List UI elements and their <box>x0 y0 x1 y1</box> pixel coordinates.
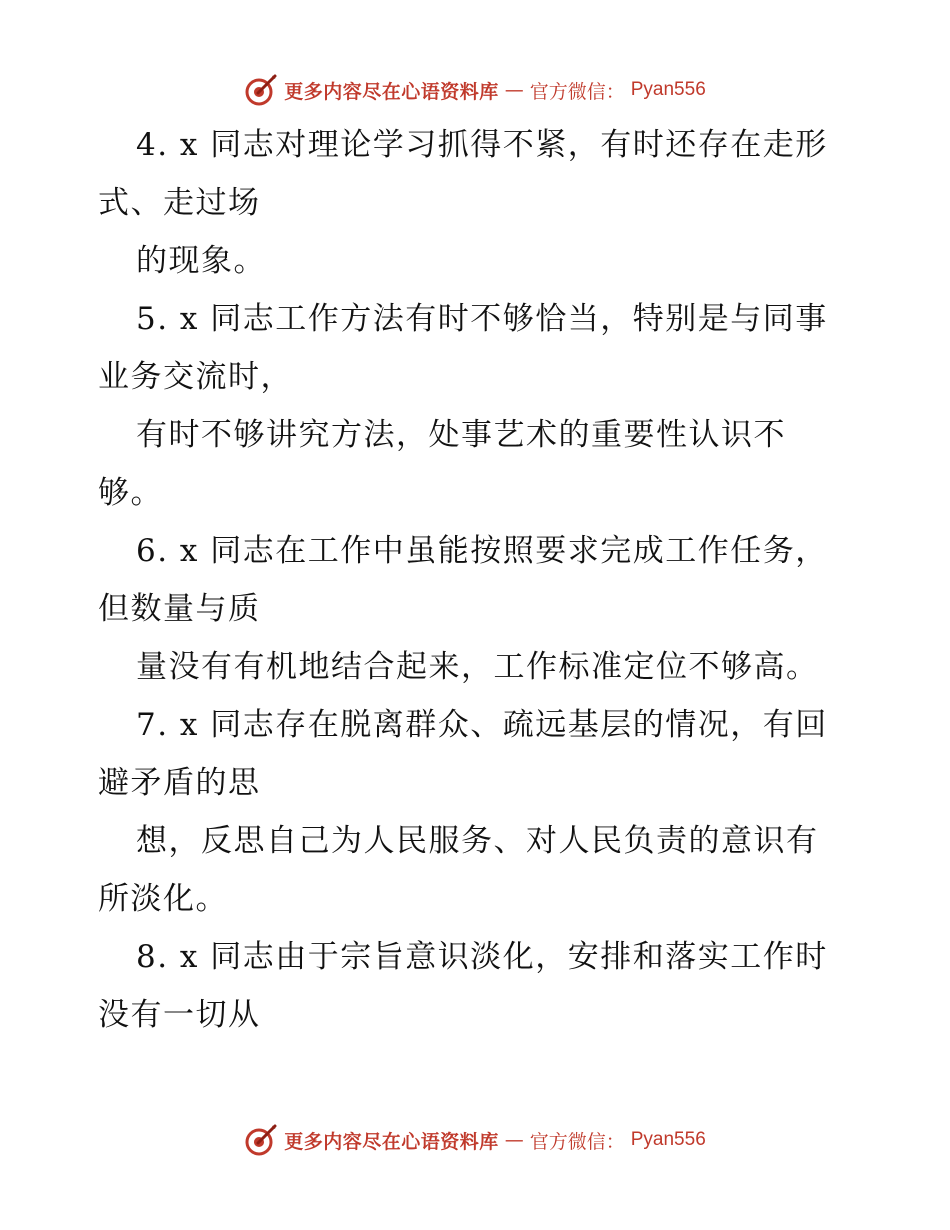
header-wechat-label: 官方微信： <box>529 80 625 103</box>
body-line: 够。 <box>98 475 163 511</box>
body-line: 7. x 同志存在脱离群众、疏远基层的情况，有回 <box>136 707 828 743</box>
body-line: 8. x 同志由于宗旨意识淡化，安排和落实工作时 <box>136 939 828 975</box>
body-line: 4. x 同志对理论学习抓得不紧，有时还存在走形 <box>136 127 828 163</box>
footer-wechat-id: Pyan556 <box>630 1129 706 1150</box>
pen-logo-icon <box>244 1123 278 1157</box>
header-wechat-id: Pyan556 <box>630 79 706 100</box>
body-line: 式、走过场 <box>98 185 261 221</box>
body-line: 5. x 同志工作方法有时不够恰当，特别是与同事 <box>136 301 828 337</box>
footer-brand-text: 更多内容尽在心语资料库 <box>284 1130 499 1153</box>
pen-logo-icon <box>244 73 278 107</box>
body-line: 避矛盾的思 <box>98 765 261 801</box>
header-banner <box>0 70 950 110</box>
header-separator: — <box>504 79 524 101</box>
footer-banner <box>0 1120 950 1160</box>
body-line: 业务交流时， <box>98 359 293 395</box>
footer-separator: — <box>504 1129 524 1151</box>
footer-wechat-label: 官方微信： <box>529 1130 625 1153</box>
body-line: 有时不够讲究方法，处事艺术的重要性认识不 <box>136 417 786 453</box>
body-line: 所淡化。 <box>98 881 228 917</box>
body-line: 量没有有机地结合起来，工作标准定位不够高。 <box>136 649 819 685</box>
body-line: 6. x 同志在工作中虽能按照要求完成工作任务， <box>136 533 828 569</box>
document-body <box>98 116 858 1044</box>
header-brand-text: 更多内容尽在心语资料库 <box>284 80 499 103</box>
body-line: 想，反思自己为人民服务、对人民负责的意识有 <box>136 823 819 859</box>
body-line: 的现象。 <box>136 243 266 279</box>
body-line: 没有一切从 <box>98 997 261 1033</box>
body-line: 但数量与质 <box>98 591 261 627</box>
